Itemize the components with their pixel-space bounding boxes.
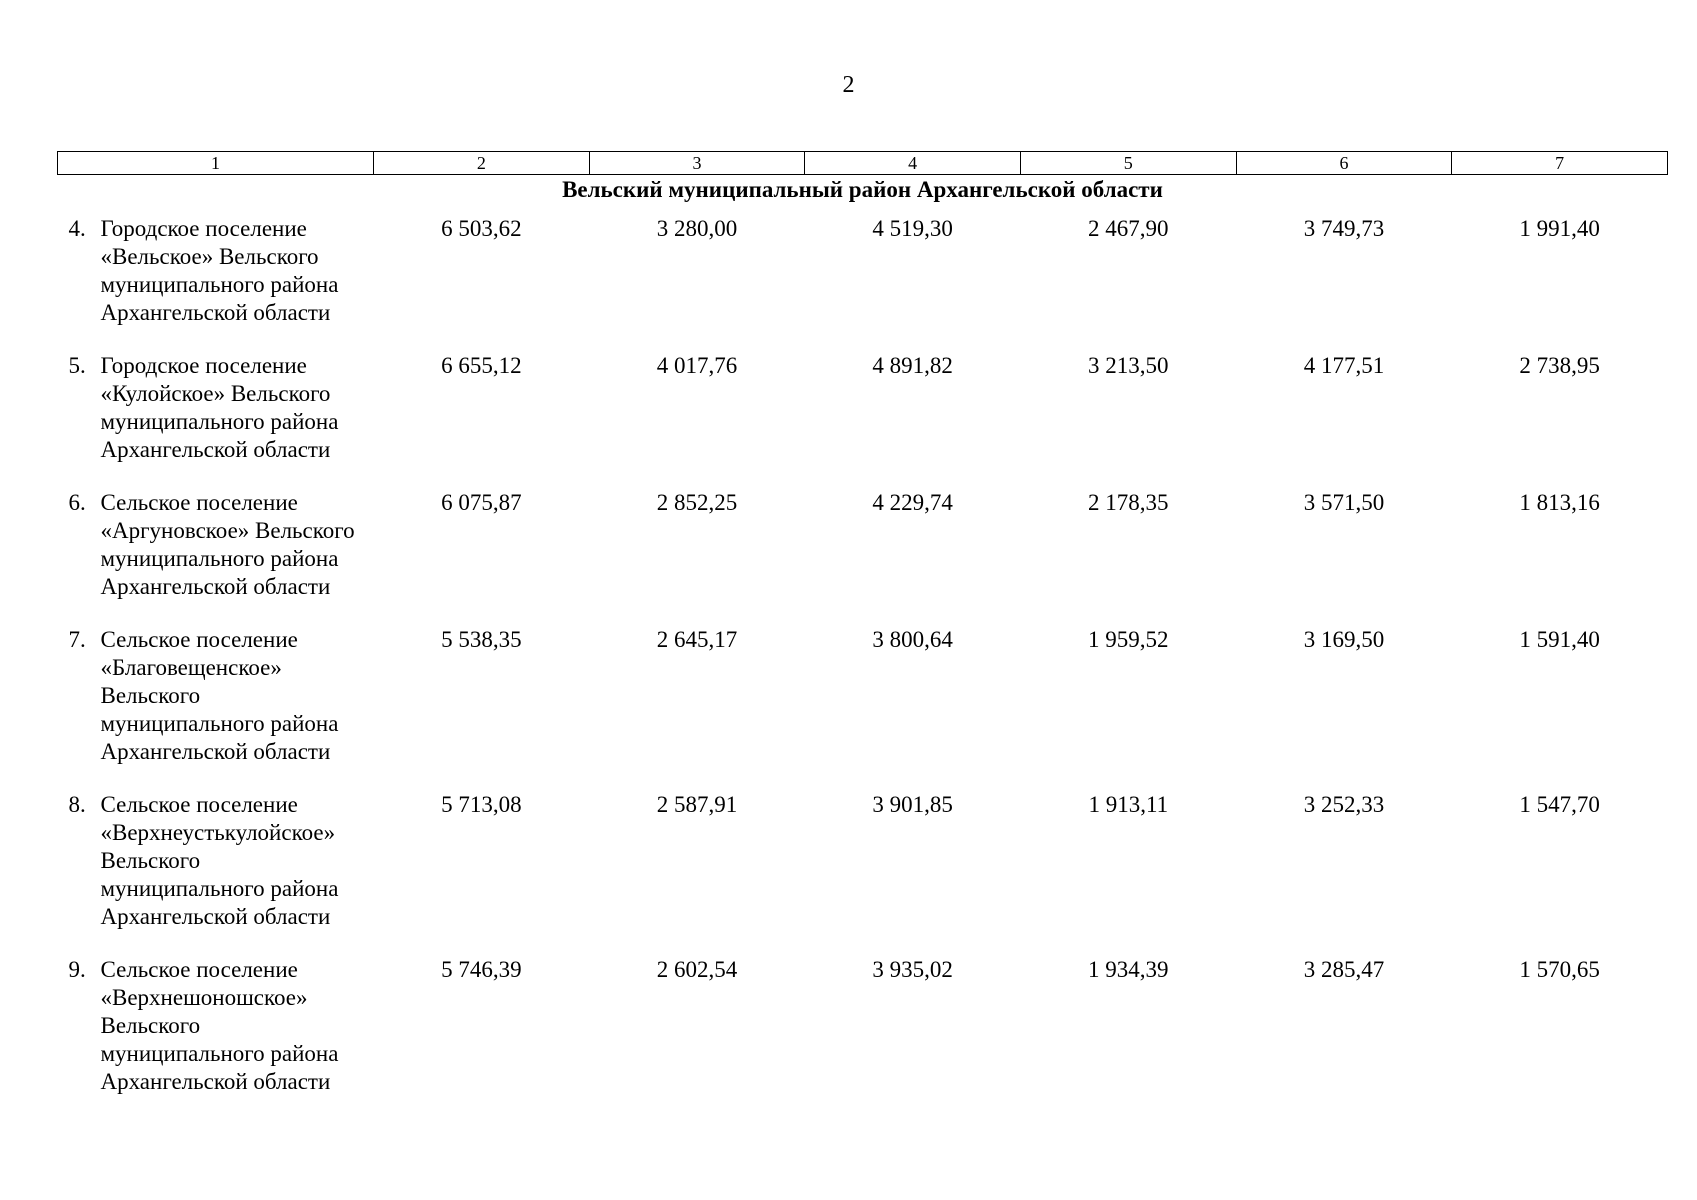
settlement-name-line: муниципального района [100, 272, 339, 297]
value-cell-col-4: 4 891,82 [872, 353, 953, 378]
value-cell-col-2: 5 746,39 [441, 957, 522, 982]
value-cell-col-2: 5 538,35 [441, 627, 522, 652]
settlement-name-line: Вельского [100, 848, 201, 873]
value-cell-col-5: 2 178,35 [1088, 490, 1169, 515]
value-cell-col-5: 2 467,90 [1088, 216, 1169, 241]
settlement-name-line: Архангельской области [100, 437, 331, 462]
value-cell-col-5: 1 934,39 [1088, 957, 1169, 982]
value-cell-col-7: 1 991,40 [1519, 216, 1600, 241]
value-cell-col-6: 3 169,50 [1303, 627, 1385, 652]
settlement-name-line: Сельское поселение [100, 957, 298, 982]
table-row [58, 626, 1668, 791]
settlement-name-line: Сельское поселение [100, 490, 298, 515]
column-header-7: 7 [1452, 152, 1668, 175]
value-cell-col-3: 2 645,17 [656, 627, 738, 652]
table-row [58, 352, 1668, 489]
column-header-5: 5 [1020, 152, 1236, 175]
settlement-name-cell [58, 626, 374, 791]
settlement-name-cell [58, 489, 374, 626]
column-header-2: 2 [374, 152, 590, 175]
value-cell-col-4: 4 519,30 [872, 216, 953, 241]
value-cell-col-2: 5 713,08 [441, 792, 522, 817]
row-number: 6. [68, 490, 86, 515]
value-cell-col-7: 2 738,95 [1519, 353, 1600, 378]
settlement-name-line: Архангельской области [100, 904, 331, 929]
value-cell-col-5: 3 213,50 [1088, 353, 1169, 378]
table-row [58, 207, 1668, 352]
settlement-name-line: Архангельской области [100, 1069, 331, 1094]
value-cell-col-7: 1 547,70 [1519, 792, 1600, 817]
settlement-name-line: Архангельской области [100, 300, 331, 325]
settlement-name-line: Вельского [100, 683, 201, 708]
row-number: 9. [68, 957, 86, 982]
column-header-6: 6 [1236, 152, 1452, 175]
value-cell-col-4: 3 800,64 [872, 627, 953, 652]
value-cell-col-6: 3 571,50 [1303, 490, 1385, 515]
value-cell-col-6: 3 285,47 [1303, 957, 1385, 982]
value-cell-col-2: 6 655,12 [441, 353, 522, 378]
value-cell-col-7: 1 813,16 [1519, 490, 1600, 515]
settlement-name-cell [58, 207, 374, 352]
value-cell-col-6: 4 177,51 [1303, 353, 1385, 378]
column-header-3: 3 [589, 152, 805, 175]
table-row [58, 489, 1668, 626]
table-row [58, 791, 1668, 956]
settlement-name-line: «Аргуновское» Вельского [100, 518, 355, 543]
settlement-name-line: муниципального района [100, 1041, 339, 1066]
settlement-name-line: муниципального района [100, 546, 339, 571]
column-number-header-row [58, 152, 1668, 175]
value-cell-col-5: 1 959,52 [1088, 627, 1169, 652]
settlement-name-line: муниципального района [100, 409, 339, 434]
settlement-name-line: Городское поселение [100, 216, 307, 241]
settlement-name-line: Сельское поселение [100, 627, 298, 652]
settlement-name-line: «Благовещенское» [100, 655, 282, 680]
column-header-1: 1 [58, 152, 374, 175]
row-number: 5. [68, 353, 86, 378]
section-title-row [58, 175, 1668, 208]
data-table [57, 151, 1668, 1121]
row-number: 4. [68, 216, 86, 241]
value-cell-col-4: 3 935,02 [872, 957, 953, 982]
settlement-name-cell [58, 352, 374, 489]
value-cell-col-5: 1 913,11 [1088, 792, 1169, 817]
value-cell-col-6: 3 252,33 [1303, 792, 1385, 817]
value-cell-col-7: 1 591,40 [1519, 627, 1600, 652]
value-cell-col-4: 3 901,85 [872, 792, 953, 817]
table-row [58, 956, 1668, 1121]
value-cell-col-3: 4 017,76 [656, 353, 738, 378]
row-number: 8. [68, 792, 86, 817]
settlement-name-line: «Верхнешоношское» [100, 985, 308, 1010]
value-cell-col-3: 2 602,54 [656, 957, 738, 982]
value-cell-col-3: 2 587,91 [656, 792, 738, 817]
settlement-name-line: Городское поселение [100, 353, 307, 378]
settlement-name-line: «Вельское» Вельского [100, 244, 319, 269]
value-cell-col-7: 1 570,65 [1519, 957, 1600, 982]
value-cell-col-2: 6 075,87 [441, 490, 522, 515]
settlement-name-cell [58, 791, 374, 956]
value-cell-col-3: 3 280,00 [656, 216, 738, 241]
settlement-name-line: Архангельской области [100, 739, 331, 764]
settlement-name-line: муниципального района [100, 876, 339, 901]
column-header-4: 4 [805, 152, 1021, 175]
value-cell-col-3: 2 852,25 [656, 490, 738, 515]
row-number: 7. [68, 627, 86, 652]
value-cell-col-4: 4 229,74 [872, 490, 953, 515]
settlement-name-line: Вельского [100, 1013, 201, 1038]
settlement-name-line: «Кулойское» Вельского [100, 381, 331, 406]
value-cell-col-2: 6 503,62 [441, 216, 522, 241]
value-cell-col-6: 3 749,73 [1303, 216, 1385, 241]
section-title: Вельский муниципальный район Архангельской области [562, 177, 1163, 202]
settlement-name-cell [58, 956, 374, 1121]
page-number: 2 [842, 72, 855, 98]
settlement-name-line: Архангельской области [100, 574, 331, 599]
settlement-name-line: муниципального района [100, 711, 339, 736]
settlement-name-line: Сельское поселение [100, 792, 298, 817]
settlement-name-line: «Верхнеустькулойское» [100, 820, 336, 845]
